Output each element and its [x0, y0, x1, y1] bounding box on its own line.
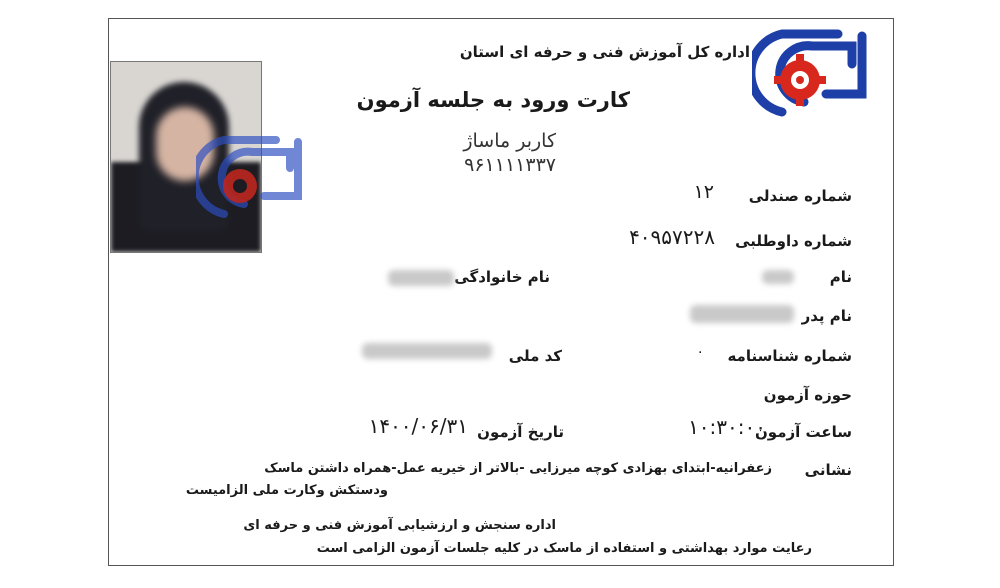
father-name-label: نام پدر — [801, 307, 852, 325]
exam-date-label: تاریخ آزمون — [477, 423, 564, 441]
exam-date-value: ۱۴۰۰/۰۶/۳۱ — [368, 414, 468, 438]
national-code-value-redacted — [362, 343, 492, 359]
exam-time-label: ساعت آزمون — [754, 423, 852, 441]
tvto-logo-watermark — [196, 128, 304, 224]
address-label: نشانی — [804, 461, 852, 479]
exam-area-label: حوزه آزمون — [763, 386, 852, 404]
id-number-label: شماره شناسنامه — [727, 347, 852, 365]
exam-time-value: ۱۰:۳۰:۰۰ — [688, 415, 766, 439]
occupation-code: ۹۶۱۱۱۱۳۳۷ — [464, 154, 556, 176]
health-notice: رعایت موارد بهداشتی و استفاده از ماسک در کلیه جلسات آزمون الزامی است — [316, 541, 812, 556]
address-line-1: زعفرانیه-ابتدای بهزادی کوچه میرزایی -بالاتر از خیریه عمل-همراه داشتن ماسک — [264, 461, 772, 476]
card-title: کارت ورود به جلسه آزمون — [356, 88, 630, 112]
occupation-name: کاربر ماساژ — [463, 130, 556, 152]
last-name-label: نام خانوادگی — [454, 268, 550, 286]
last-name-value-redacted — [388, 270, 454, 286]
issuer-name: اداره سنجش و ارزشیابی آموزش فنی و حرفه ای — [243, 518, 556, 533]
id-number-value: ۰ — [696, 344, 704, 360]
first-name-label: نام — [829, 268, 852, 286]
first-name-value-redacted — [762, 270, 794, 284]
candidate-number-label: شماره داوطلبی — [735, 232, 852, 250]
org-name: اداره کل آموزش فنی و حرفه ای استان — [459, 43, 750, 61]
address-line-2: ودستکش وکارت ملی الزامیست — [185, 483, 388, 498]
candidate-number-value: ۴۰۹۵۷۲۲۸ — [629, 225, 715, 249]
father-name-value-redacted — [690, 305, 794, 323]
national-code-label: کد ملی — [508, 347, 562, 365]
seat-number-value: ۱۲ — [693, 181, 714, 203]
seat-number-label: شماره صندلی — [748, 187, 852, 205]
tvto-logo — [752, 24, 870, 120]
